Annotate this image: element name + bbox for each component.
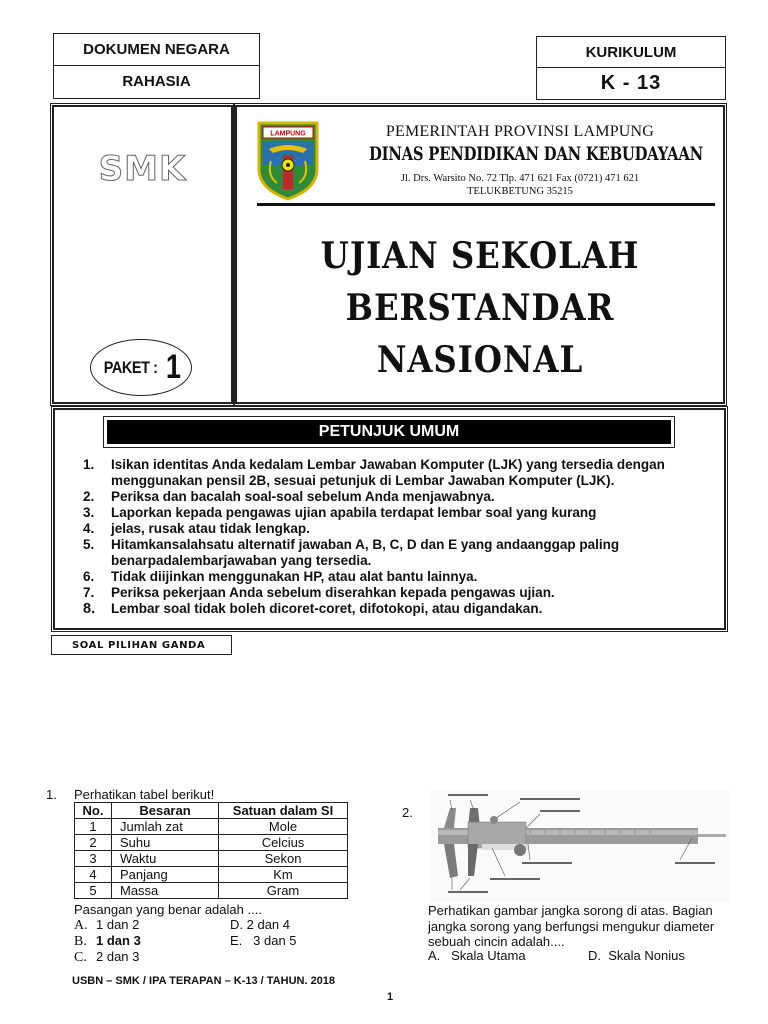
exam-title-line3: NASIONAL bbox=[376, 339, 584, 381]
cover-right-panel bbox=[235, 105, 725, 404]
curriculum-label: KURIKULUM bbox=[537, 37, 725, 68]
question1-stem: Pasangan yang benar adalah .... bbox=[74, 902, 262, 917]
table-row: 2 Suhu Celcius bbox=[75, 835, 348, 851]
letterhead-address: Jl. Drs. Warsito No. 72 Tlp. 471 621 Fax (0721) 471 621 bbox=[400, 173, 640, 184]
lampung-crest-icon bbox=[257, 121, 319, 201]
letterhead-agency: DINAS PENDIDIKAN DAN KEBUDAYAAN bbox=[369, 143, 703, 165]
package-badge bbox=[90, 339, 192, 396]
instruction-item: 5. Hitamkansalahsatu alternatif jawaban A, B, C, D dan E yang andaanggap paling bbox=[83, 537, 620, 552]
doc-status-line2: RAHASIA bbox=[54, 65, 259, 97]
curriculum-value: K - 13 bbox=[600, 72, 662, 94]
instruction-item: 1. Isikan identitas Anda kedalam Lembar Jawaban Komputer (LJK) yang tersedia dengan bbox=[83, 457, 665, 472]
question2-option-a: A. Skala Utama bbox=[428, 948, 526, 963]
school-type-label: SMK bbox=[98, 149, 187, 189]
instruction-item: 8. Lembar soal tidak boleh dicoret-coret, difotokopi, atau digandakan. bbox=[83, 601, 543, 617]
letterhead-divider bbox=[257, 203, 715, 206]
question2-option-d: D. Skala Nonius bbox=[588, 948, 685, 963]
svg-text:LAMPUNG: LAMPUNG bbox=[270, 130, 306, 138]
instruction-item: 4. jelas, rusak atau tidak lengkap. bbox=[83, 521, 310, 536]
question1-option-d: D. 2 dan 4 bbox=[230, 917, 290, 932]
doc-status-line1: DOKUMEN NEGARA bbox=[83, 41, 230, 58]
instruction-item: 2. Periksa dan bacalah soal-soal sebelum Anda menjawabnya. bbox=[83, 489, 495, 504]
question1-table bbox=[74, 802, 348, 899]
question2-text: Perhatikan gambar jangka sorong di atas. Bagian jangka sorong yang berfungsi mengukur diameter sebuah cincin adalah.... bbox=[428, 903, 715, 949]
table-row: 4 Panjang Km bbox=[75, 867, 348, 883]
page-number: 1 bbox=[387, 991, 394, 1003]
document-classification-box bbox=[53, 33, 260, 99]
question1-option-c: C. 2 dan 3 bbox=[74, 949, 140, 965]
instruction-item: 6. Tidak diijinkan menggunakan HP, atau alat bantu lainnya. bbox=[83, 569, 478, 584]
general-instructions-panel bbox=[53, 408, 726, 630]
exam-title-line2: BERSTANDAR bbox=[345, 287, 615, 329]
package-number: 1 bbox=[166, 348, 182, 386]
table-row: 1 Jumlah zat Mole bbox=[75, 819, 348, 835]
question1-prompt: Perhatikan tabel berikut! bbox=[74, 787, 215, 802]
question1-option-b: B. 1 dan 3 bbox=[74, 933, 141, 949]
column-header: No. bbox=[75, 803, 112, 819]
instruction-item: menggunakan pensil 2B, sesuai petunjuk di Lembar Jawaban Komputer (LJK). bbox=[111, 473, 615, 488]
table-row: 5 Massa Gram bbox=[75, 883, 348, 899]
question1-number: 1. bbox=[46, 787, 57, 802]
curriculum-box bbox=[536, 36, 726, 100]
exam-title-line1: UJIAN SEKOLAH bbox=[320, 235, 640, 277]
table-row: 3 Waktu Sekon bbox=[75, 851, 348, 867]
column-header: Besaran bbox=[112, 803, 219, 819]
table-header-row bbox=[75, 803, 348, 819]
instruction-item: benarpadalembarjawaban yang tersedia. bbox=[111, 553, 372, 568]
section-label: SOAL PILIHAN GANDA bbox=[51, 635, 232, 655]
instructions-heading-frame bbox=[103, 416, 675, 448]
instruction-item: 3. Laporkan kepada pengawas ujian apabila terdapat lembar soal yang kurang bbox=[83, 505, 597, 520]
page-footer: USBN – SMK / IPA TERAPAN – K-13 / TAHUN. 2018 bbox=[72, 975, 336, 987]
letterhead-government: PEMERINTAH PROVINSI LAMPUNG bbox=[385, 123, 655, 140]
instruction-item: 7. Periksa pekerjaan Anda sebelum diserahkan kepada pengawas ujian. bbox=[83, 585, 555, 600]
question1-option-a: A. 1 dan 2 bbox=[74, 917, 140, 933]
cover-left-panel bbox=[52, 105, 233, 404]
vernier-caliper-image bbox=[430, 790, 730, 902]
letterhead-city: TELUKBETUNG 35215 bbox=[467, 186, 573, 197]
instructions-list bbox=[83, 457, 703, 617]
column-header: Satuan dalam SI bbox=[219, 803, 348, 819]
instructions-heading: PETUNJUK UMUM bbox=[107, 420, 671, 444]
question2-number: 2. bbox=[402, 805, 413, 820]
package-label: PAKET : bbox=[103, 357, 158, 377]
question1-option-e: E. 3 dan 5 bbox=[230, 933, 297, 948]
